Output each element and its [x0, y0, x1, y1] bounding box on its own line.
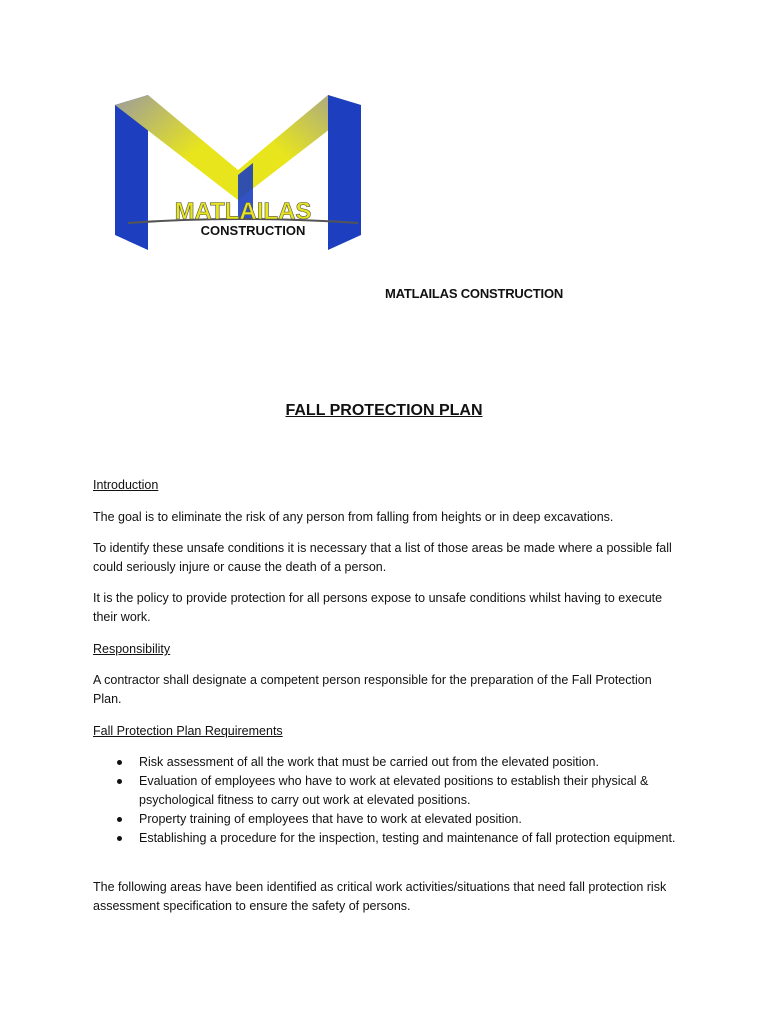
document-title: FALL PROTECTION PLAN	[285, 402, 483, 419]
intro-paragraph-3: It is the policy to provide protection for all persons expose to unsafe conditions whilst having to execute their work.	[93, 591, 663, 624]
intro-paragraph-2: To identify these unsafe conditions it is necessary that a list of those areas be made where a possible fall could seriously injure or cause the death of a person.	[93, 541, 672, 574]
company-name: MATLAILAS CONSTRUCTION	[385, 286, 564, 301]
requirements-list	[93, 753, 683, 848]
logo-subtitle: CONSTRUCTION	[200, 223, 306, 238]
list-item: Evaluation of employees who have to work at elevated positions to establish their physical & psychological fitness to carry out work at elevated positions.	[93, 772, 683, 810]
list-item: Property training of employees that have to work at elevated position.	[93, 810, 683, 829]
logo-wordmark: MATLAILAS	[174, 198, 312, 225]
intro-paragraph-1: The goal is to eliminate the risk of any person from falling from heights or in deep excavations.	[93, 510, 614, 524]
closing-paragraph: The following areas have been identified as critical work activities/situations that need fall protection risk assessment specification to ensure the safety of persons.	[93, 880, 667, 913]
m-logo-graphic	[93, 45, 383, 300]
responsibility-paragraph: A contractor shall designate a competent person responsible for the preparation of the Fall Protection Plan.	[93, 673, 652, 706]
company-logo	[93, 45, 383, 300]
list-item: Risk assessment of all the work that must be carried out from the elevated position.	[93, 753, 683, 772]
introduction-heading	[93, 476, 683, 495]
heading-text: Introduction	[93, 478, 159, 492]
list-item: Establishing a procedure for the inspection, testing and maintenance of fall protection equipment.	[93, 829, 683, 848]
responsibility-heading	[93, 640, 683, 659]
heading-text: Fall Protection Plan Requirements	[93, 724, 283, 738]
heading-text: Responsibility	[93, 642, 171, 656]
requirements-heading	[93, 722, 683, 741]
